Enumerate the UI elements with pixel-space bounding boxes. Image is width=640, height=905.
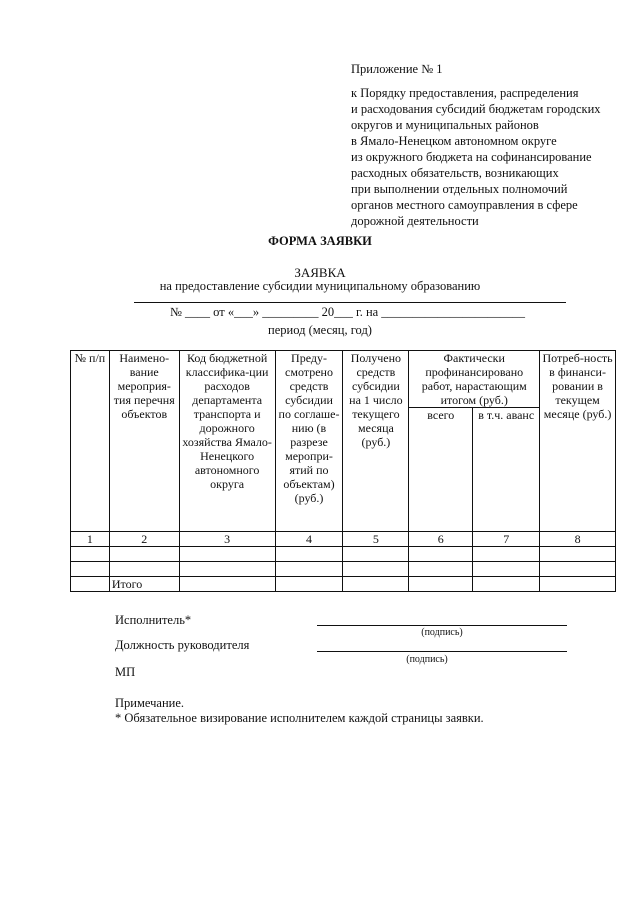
table-row [71, 562, 616, 577]
header-financed-advance: в т.ч. аванс [473, 408, 540, 532]
annex-line: к Порядку предоставления, распределения [351, 86, 579, 100]
annex-block [351, 61, 631, 229]
head-position-label: Должность руководителя [115, 638, 250, 652]
executor-signature-line [317, 625, 567, 626]
header-received: Получено средств субсидии на 1 число текущего месяца (руб.) [343, 351, 409, 532]
annex-line: из окружного бюджета на софинансирование [351, 150, 592, 164]
header-need: Потреб-ность в финанси-ровании в текущем месяце (руб.) [540, 351, 616, 532]
total-row [71, 577, 616, 592]
application-table [70, 350, 616, 592]
application-title: ЗАЯВКА [294, 265, 346, 280]
note-title: Примечание. [115, 696, 185, 710]
head-signature-caption: (подпись) [406, 654, 448, 665]
column-number: 8 [540, 532, 616, 547]
note-text: * Обязательное визирование исполнителем каждой страницы заявки. [115, 711, 484, 725]
annex-line: органов местного самоуправления в сфере [351, 198, 578, 212]
annex-line: при выполнении отдельных полномочий [351, 182, 568, 196]
total-label: Итого [109, 577, 179, 592]
column-number: 5 [343, 532, 409, 547]
application-number-line: № ____ от «___» _________ 20___ г. на _______________________ [170, 305, 526, 319]
head-signature-line [317, 651, 567, 652]
column-number: 2 [109, 532, 179, 547]
period-caption: период (месяц, год) [268, 323, 372, 337]
executor-signature-caption: (подпись) [421, 627, 463, 638]
annex-line: в Ямало-Ненецком автономном округе [351, 134, 557, 148]
header-num: № п/п [71, 351, 110, 532]
column-number: 1 [71, 532, 110, 547]
table-row [71, 547, 616, 562]
header-planned: Преду-смотрено средств субсидии по соглаше-нию (в разрезе меропри-ятий по объектам) (руб.) [275, 351, 343, 532]
column-number: 6 [409, 532, 473, 547]
annex-title: Приложение № 1 [351, 62, 443, 76]
header-financed: Фактически профинансировано работ, нарастающим итогом (руб.) [409, 351, 540, 408]
header-name: Наимено-вание мероприя-тия перечня объектов [109, 351, 179, 532]
application-subtitle: на предоставление субсидии муниципальному образованию [159, 279, 481, 293]
column-number: 4 [275, 532, 343, 547]
header-financed-total: всего [409, 408, 473, 532]
executor-label: Исполнитель* [115, 613, 192, 627]
column-number: 3 [179, 532, 275, 547]
annex-line: дорожной деятельности [351, 214, 479, 228]
form-title: ФОРМА ЗАЯВКИ [268, 234, 372, 248]
annex-line: округов и муниципальных районов [351, 118, 539, 132]
header-code: Код бюджетной классифика-ции расходов департамента транспорта и дорожного хозяйства Ямало-Ненецкого автономного округа [179, 351, 275, 532]
annex-line: и расходования субсидий бюджетам городских [351, 102, 601, 116]
column-number: 7 [473, 532, 540, 547]
annex-line: расходных обязательств, возникающих [351, 166, 559, 180]
municipality-line [134, 302, 566, 303]
stamp-label: МП [115, 665, 136, 679]
